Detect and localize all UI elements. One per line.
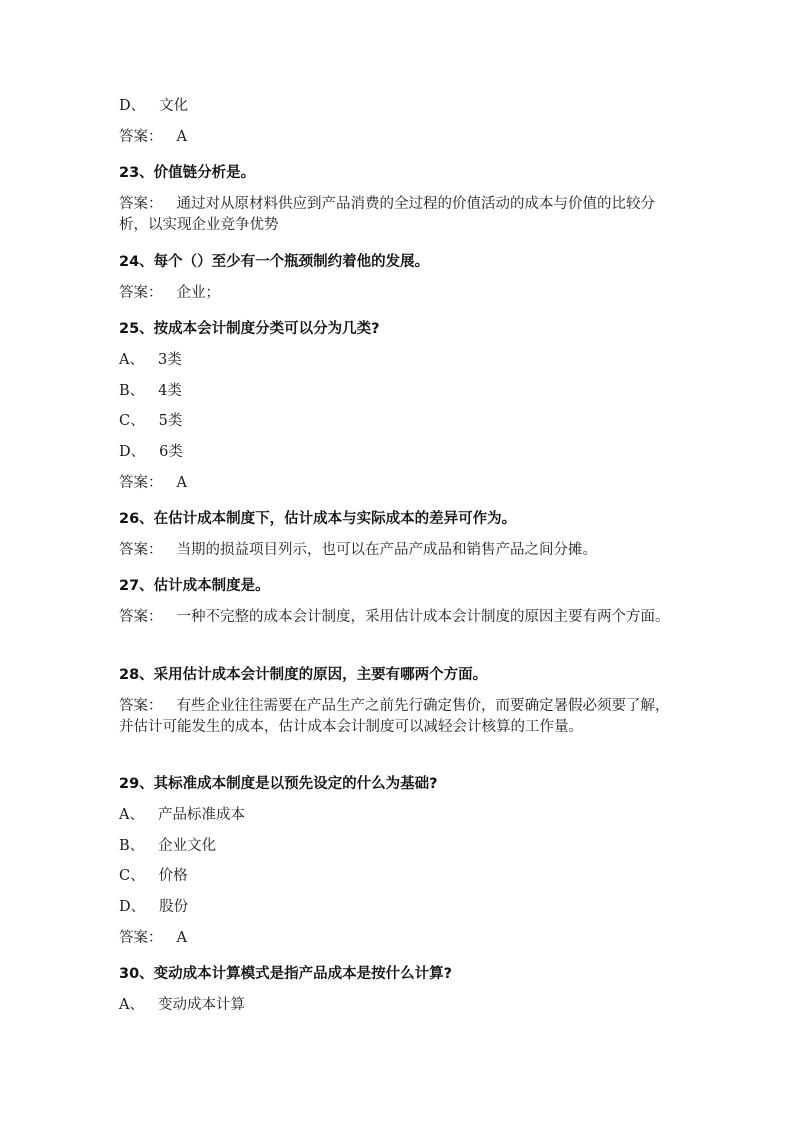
- option-label: D、: [119, 444, 146, 460]
- answer-line: [119, 283, 679, 304]
- answer-label: 答案：: [119, 609, 163, 625]
- option-text: 3类: [157, 352, 182, 368]
- option-label: D、: [119, 98, 146, 114]
- answer-text: 通过对从原材料供应到产品消费的全过程的价值活动的成本与价值的比较分析，以实现企业竞争优势: [119, 196, 655, 233]
- answer-line: [119, 696, 679, 738]
- option-line: [119, 411, 679, 432]
- option-line: [119, 350, 679, 371]
- option-line: [119, 442, 679, 463]
- answer-label: 答案：: [119, 129, 163, 145]
- answer-label: 答案：: [119, 542, 163, 558]
- option-line: [119, 995, 679, 1016]
- question-heading: 27、估计成本制度是。: [119, 578, 270, 594]
- question-heading: 26、在估计成本制度下，估计成本与实际成本的差异可作为。: [119, 511, 517, 527]
- option-label: D、: [119, 899, 146, 915]
- answer-text: 当期的损益项目列示，也可以在产品产成品和销售产品之间分摊。: [176, 542, 597, 558]
- option-line: [119, 836, 679, 857]
- answer-line: [119, 928, 679, 949]
- option-text: 产品标准成本: [157, 807, 245, 823]
- option-line: [119, 96, 679, 117]
- option-text: 文化: [159, 98, 189, 114]
- option-label: A、: [119, 807, 144, 823]
- answer-label: 答案：: [119, 285, 163, 301]
- option-label: A、: [119, 352, 144, 368]
- answer-text: 一种不完整的成本会计制度，采用估计成本会计制度的原因主要有两个方面。: [176, 609, 670, 625]
- answer-text: 企业；: [176, 285, 220, 301]
- answer-label: 答案：: [119, 475, 163, 491]
- answer-line: [119, 127, 679, 148]
- question-heading: 25、按成本会计制度分类可以分为几类?: [119, 321, 380, 337]
- answer-label: 答案：: [119, 930, 163, 946]
- question-heading: 30、变动成本计算模式是指产品成本是按什么计算?: [119, 966, 453, 982]
- option-label: B、: [119, 838, 145, 854]
- question-heading: 29、其标准成本制度是以预先设定的什么为基础?: [119, 776, 438, 792]
- option-text: 企业文化: [158, 838, 217, 854]
- answer-line: [119, 607, 679, 628]
- answer-text: A: [176, 930, 187, 946]
- option-text: 价格: [158, 868, 188, 884]
- option-text: 6类: [159, 444, 183, 460]
- option-text: 变动成本计算: [157, 997, 245, 1013]
- option-label: C、: [119, 413, 145, 429]
- question-heading: 24、每个（）至少有一个瓶颈制约着他的发展。: [119, 254, 430, 270]
- answer-line: [119, 194, 679, 236]
- option-text: 4类: [158, 383, 182, 399]
- answer-label: 答案：: [119, 196, 163, 212]
- question-heading: 23、价值链分析是。: [119, 165, 256, 181]
- option-text: 股份: [159, 899, 189, 915]
- option-label: C、: [119, 868, 145, 884]
- option-line: [119, 897, 679, 918]
- answer-text: 有些企业往往需要在产品生产之前先行确定售价，而要确定暑假必须要了解，并估计可能发生的成本，估计成本会计制度可以减轻会计核算的工作量。: [119, 698, 670, 735]
- answer-line: [119, 540, 679, 561]
- option-text: 5类: [158, 413, 183, 429]
- answer-text: A: [176, 475, 187, 491]
- answer-line: [119, 473, 679, 494]
- option-label: A、: [119, 997, 144, 1013]
- answer-label: 答案：: [119, 698, 163, 714]
- option-label: B、: [119, 383, 145, 399]
- question-heading: 28、采用估计成本会计制度的原因，主要有哪两个方面。: [119, 667, 488, 683]
- option-line: [119, 381, 679, 402]
- option-line: [119, 805, 679, 826]
- option-line: [119, 866, 679, 887]
- answer-text: A: [176, 129, 187, 145]
